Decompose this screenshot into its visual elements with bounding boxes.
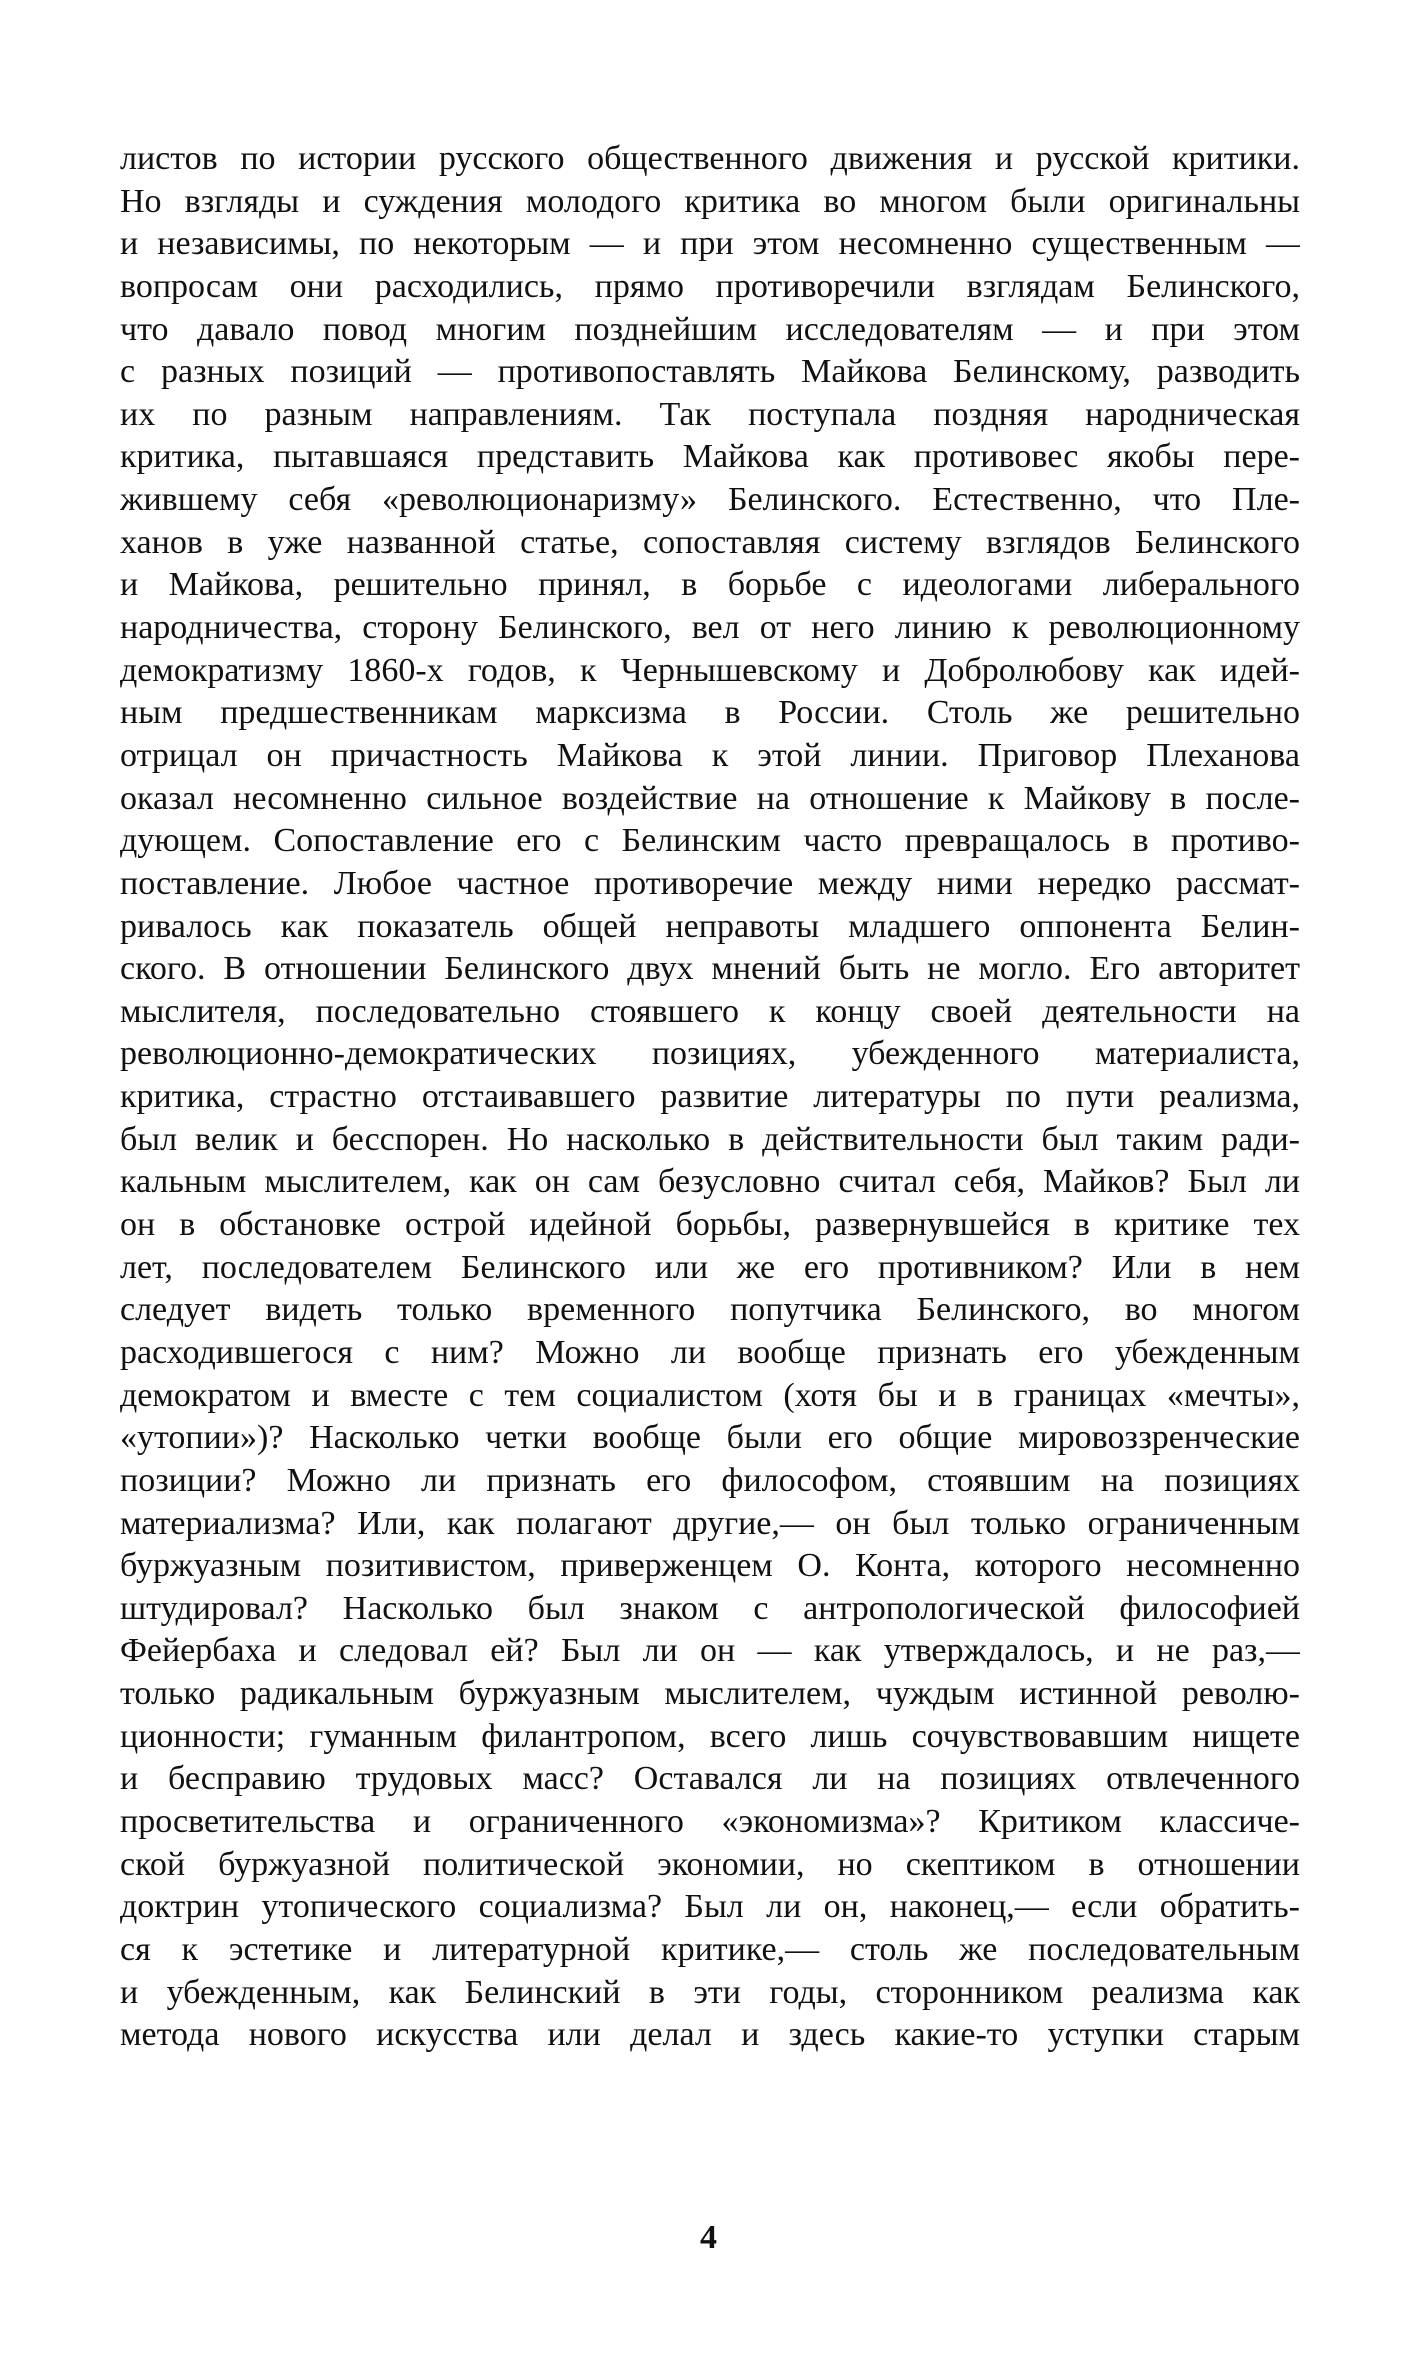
text-line: ривалось как показатель общей неправоты младшего оппонента Белин- [120,907,1300,945]
text-line: поставление. Любое частное противоречие между ними нередко рассмат- [120,864,1300,902]
text-line: ционности; гуманным филантропом, всего лишь сочувствовавшим нищете [120,1717,1300,1755]
text-line: лет, последователем Белинского или же его противником? Или в нем [120,1248,1300,1286]
page-number: 4 [700,2219,717,2256]
text-line: демократом и вместе с тем социалистом (хотя бы и в границах «мечты», [120,1376,1300,1414]
text-line: кальным мыслителем, как он сам безусловно считал себя, Майков? Был ли [120,1163,1300,1201]
text-line: ханов в уже названной статье, сопоставляя систему взглядов Белинского [120,523,1300,561]
text-line: ся к эстетике и литературной критике,— столь же последовательным [120,1930,1300,1968]
text-line: мыслителя, последовательно стоявшего к концу своей деятельности на [120,992,1300,1030]
text-line: демократизму 1860-х годов, к Чернышевскому и Добролюбову как идей- [120,651,1300,689]
text-line: просветительства и ограниченного «экономизма»? Критиком классиче- [120,1802,1300,1840]
text-line: штудировал? Насколько был знаком с антропологической философией [120,1589,1300,1627]
text-line: оказал несомненно сильное воздействие на отношение к Майкову в после- [120,779,1300,817]
text-line: их по разным направлениям. Так поступала поздняя народническая [120,395,1300,433]
text-line: и убежденным, как Белинский в эти годы, сторонником реализма как [120,1973,1300,2011]
text-line: Но взгляды и суждения молодого критика во многом были оригинальны [120,182,1300,220]
text-line: что давало повод многим позднейшим исследователям — и при этом [120,310,1300,348]
text-line: критика, пытавшаяся представить Майкова как противовес якобы пере- [120,438,1300,476]
text-line: он в обстановке острой идейной борьбы, развернувшейся в критике тех [120,1206,1300,1244]
text-line: жившему себя «революционаризму» Белинского. Естественно, что Пле- [120,481,1300,519]
text-line: материализма? Или, как полагают другие,— он был только ограниченным [120,1504,1300,1542]
text-line: расходившегося с ним? Можно ли вообще признать его убежденным [120,1333,1300,1371]
text-line: критика, страстно отстаивавшего развитие литературы по пути реализма, [120,1078,1300,1116]
text-line: следует видеть только временного попутчика Белинского, во многом [120,1291,1300,1329]
text-line: и бесправию трудовых масс? Оставался ли на позициях отвлеченного [120,1760,1300,1798]
text-line: отрицал он причастность Майкова к этой линии. Приговор Плеханова [120,736,1300,774]
text-line: «утопии»)? Насколько четки вообще были его общие мировоззренческие [120,1419,1300,1457]
text-line: только радикальным буржуазным мыслителем, чуждым истинной револю- [120,1675,1300,1713]
text-line: вопросам они расходились, прямо противоречили взглядам Белинского, [120,267,1300,305]
text-line: дующем. Сопоставление его с Белинским часто превращалось в противо- [120,822,1300,860]
text-line: буржуазным позитивистом, приверженцем О. Конта, которого несомненно [120,1547,1300,1585]
text-line: и Майкова, решительно принял, в борьбе с идеологами либерального [120,566,1300,604]
text-line: ным предшественникам марксизма в России. Столь же решительно [120,694,1300,732]
text-line: листов по истории русского общественного движения и русской критики. [120,140,1300,177]
text-line: с разных позиций — противопоставлять Майкова Белинскому, разводить [120,353,1300,391]
text-line: был велик и бесспорен. Но насколько в действительности был таким ради- [120,1120,1300,1158]
text-line: народничества, сторону Белинского, вел от него линию к революционному [120,609,1300,647]
text-line: доктрин утопического социализма? Был ли он, наконец,— если обратить- [120,1888,1300,1926]
text-line: метода нового искусства или делал и здесь какие-то уступки старым [120,2016,1300,2054]
text-line: Фейербаха и следовал ей? Был ли он — как утверждалось, и не раз,— [120,1632,1300,1670]
text-line: ской буржуазной политической экономии, но скептиком в отношении [120,1845,1300,1883]
text-line: революционно-демократических позициях, убежденного материалиста, [120,1035,1300,1073]
text-line: позиции? Можно ли признать его философом, стоявшим на позициях [120,1461,1300,1499]
text-line: и независимы, по некоторым — и при этом несомненно существенным — [120,225,1300,263]
text-line: ского. В отношении Белинского двух мнений быть не могло. Его авторитет [120,950,1300,988]
body-text [120,138,1300,2057]
